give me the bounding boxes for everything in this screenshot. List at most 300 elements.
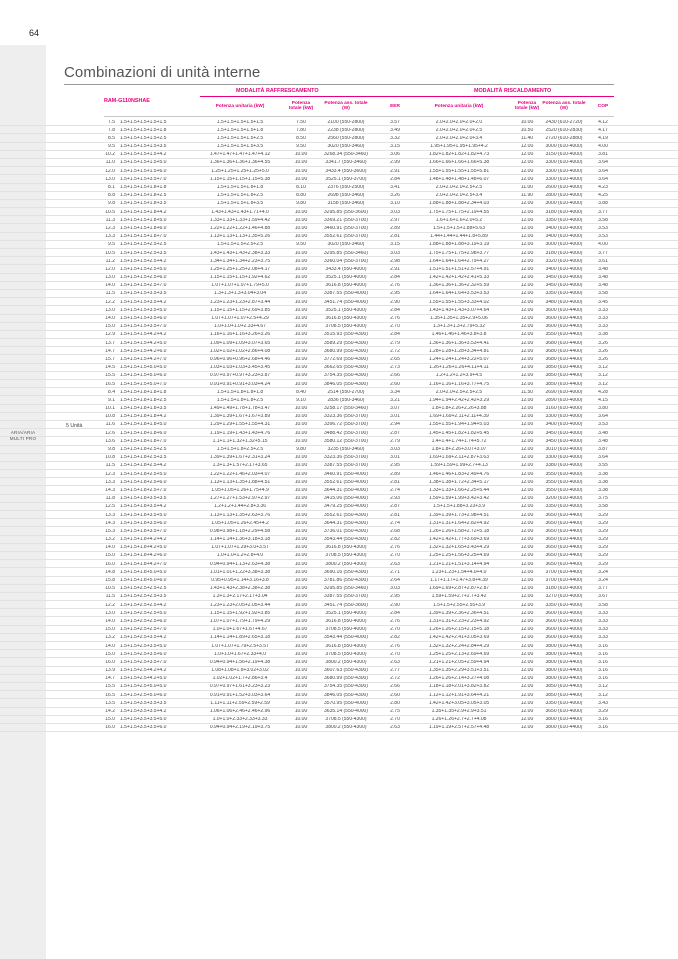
cell-eer: 3.15 [390,144,400,150]
cell-total-kw: 15.0 [105,717,115,723]
cell-combination: 1.5+1.5+1.8+1.8+4.2 [120,414,167,420]
cell-heat-total: 12.00 [520,201,534,207]
cell-cool-unit: 0.94+0.94+1.13+2.63+4.38 [209,561,271,567]
cell-heat-power: 3200 (610-4000) [545,496,583,502]
cell-combination: 1.5+1.5+3.5+3.5+6.0 [120,725,167,731]
cell-total-kw: 16.5 [105,692,115,698]
cell-cool-unit: 1.0+1.0+1.67+1.67+4.67 [212,627,268,633]
table-row [0,454,678,462]
table-row [0,315,678,323]
cell-cool-total: 10.00 [294,537,308,543]
cell-heat-power: 3550 (610-4000) [545,487,583,493]
cell-heat-power: 3550 (610-4400) [545,332,583,338]
cell-cool-unit: 1.22+1.22+1.46+2.03+4.07 [209,471,271,477]
cell-heat-power: 3850 (610-4400) [545,684,583,690]
cell-cool-unit: 1.0+1.0+1.0+2.33+4.67 [214,324,266,330]
cell-cool-total: 10.00 [294,659,308,665]
cell-combination: 1.5+1.5+1.8+2.5+5.0 [120,471,167,477]
table-row [0,282,678,290]
cell-cool-total: 10.00 [294,512,308,518]
cell-combination: 1.5+1.5+2.5+2.5+4.2 [120,602,167,608]
cell-heat-total: 12.00 [520,422,534,428]
cell-cool-power: 2376 (550-2500) [327,185,365,190]
cell-combination: 1.5+1.5+1.5+1.8+6.0 [120,225,167,231]
cell-cool-power: 3020 (550-3460) [327,242,365,248]
cell-eer: 2.60 [390,381,400,387]
cell-cop: 3.48 [598,266,608,272]
cell-heat-power: 3850 (610-4400) [545,373,583,379]
cell-cool-unit: 1.5+1.5+1.8+1.8+2.5 [216,397,264,403]
table-row [0,159,678,167]
cell-combination: 1.5+1.5+1.5+4.2+4.2 [120,332,167,338]
cell-cool-total: 9.10 [296,397,306,403]
cell-cool-unit: 1.39+1.39+1.67+1.67+3.89 [209,414,271,420]
cell-cool-total: 10.00 [294,406,308,412]
cell-heat-power: 3180 (610-4000) [545,209,583,215]
cell-cool-power: 3644.31 (550-4000) [324,487,368,493]
cell-cop: 3.77 [598,586,608,592]
cell-cool-total: 10.00 [294,217,308,223]
cell-heat-total: 12.00 [520,438,534,444]
table-row [0,143,678,151]
cell-eer: 2.80 [390,700,400,706]
cell-cop: 3.33 [598,316,608,321]
cell-cool-power: 3589.29 (550-4300) [324,340,368,346]
cell-combination: 1.5+1.5+1.5+1.8+3.5 [120,201,167,207]
cell-eer: 2.64 [390,578,400,583]
cell-cool-power: 3846.05 (550-4300) [324,381,368,387]
cell-total-kw: 13.0 [105,275,115,281]
cell-heat-power: 3850 (610-4400) [545,381,583,387]
table-row [0,560,678,568]
col-head-heat-power: Potenza ass. totale (W) [542,101,586,112]
cell-eer: 2.74 [390,487,400,493]
cell-eer: 2.79 [390,438,400,444]
cell-heat-total: 12.00 [520,365,534,371]
cell-heat-unit: 1.21+1.21+2.05+2.59+4.94 [428,659,490,665]
cell-cop: 3.58 [598,217,608,223]
cell-heat-unit: 2.0+2.0+2.0+2.0+2.5 [435,127,483,133]
cell-cop: 3.33 [598,324,608,330]
cell-heat-unit: 2.0+2.0+2.5+2.5+2.5 [435,389,483,395]
cell-eer: 2.63 [390,725,400,731]
cell-cool-power: 3295.85 (550-3460) [324,586,368,592]
cell-cool-unit: 1.15+1.15+1.15+1.92+4.62 [209,275,271,281]
cell-total-kw: 12.2 [105,299,115,305]
table-row [0,347,678,355]
cell-combination: 1.5+1.5+1.8+3.5+7.0 [120,528,167,534]
cell-cool-power: 3644.31 (550-4300) [324,520,368,526]
cell-cool-power: 3708.5 (550-4300) [325,553,367,559]
cell-combination: 1.5+1.5+1.5+4.2+6.0 [120,348,167,354]
cell-combination: 1.5+1.5+2.5+3.5+6.0 [120,651,167,657]
cell-total-kw: 11.2 [105,258,115,264]
cell-combination: 1.5+1.5+1.5+1.8+5.0 [120,217,167,223]
cell-heat-power: 3480 (610-4000) [545,299,583,305]
cell-total-kw: 14.0 [105,316,115,321]
cell-combination: 1.5+1.5+1.8+1.8+7.0 [120,438,167,444]
cell-heat-unit: 1.36+1.36+1.36+3.53+4.41 [428,340,490,346]
cell-cop: 3.29 [598,709,608,714]
cell-cop: 3.43 [598,700,608,706]
cell-cool-unit: 1.36+1.36+1.36+1.36+4.55 [209,160,271,166]
cell-combination: 1.5+1.5+1.8+1.8+2.5 [120,397,167,403]
cell-heat-total: 12.00 [520,455,534,461]
cell-cool-power: 3616.8 (550-4300) [325,316,367,321]
cell-eer: 3.03 [390,250,400,256]
cell-eer: 2.84 [390,307,400,313]
cell-heat-unit: 1.26+1.26+1.26+4.11+4.11 [429,365,489,371]
cell-heat-power: 3650 (610-4400) [545,553,583,559]
cell-heat-total: 12.00 [520,348,534,354]
cell-heat-power: 3000 (610-4000) [545,242,583,248]
cell-cool-unit: 1.05+1.05+1.26+1.75+4.9 [211,487,269,493]
cell-cool-unit: 1.29+1.29+1.55+1.55+4.31 [209,422,271,428]
header-divider [104,116,614,117]
cell-combination: 1.5+1.5+1.8+5.0+6.0 [120,578,167,583]
col-head-cool-power: Potenza ass. totale (W) [324,101,368,112]
cell-heat-power: 2600 (610-4000) [545,185,583,190]
cell-total-kw: 9.8 [108,201,115,207]
cell-cool-power: 3323.36 (550-3700) [324,414,368,420]
cell-cool-unit: 0.95+0.95+1.14+3.16+3.8 [211,578,269,583]
table-row [0,667,678,675]
table-row [0,134,678,142]
cell-cool-total: 10.00 [294,414,308,420]
cell-cool-total: 7.50 [296,119,306,125]
cell-heat-unit: 1.42+1.42+1.42+2.41+5.33 [428,275,490,281]
cell-heat-unit: 1.59+1.59+2.7+2.7+3.42 [431,594,487,600]
table-row [0,708,678,716]
cell-combination: 1.5+1.5+1.5+2.5+7.0 [120,283,167,289]
cell-cop: 3.38 [598,471,608,477]
cell-combination: 1.5+1.5+2.5+2.5+3.5 [120,594,167,600]
cell-heat-unit: 2.0+2.0+2.0+2.0+2.0 [435,119,483,125]
cell-total-kw: 13.7 [105,340,115,346]
cell-cop: 3.33 [598,627,608,633]
cell-heat-power: 3800 (610-4400) [545,725,583,731]
cell-heat-power: 3450 (610-4000) [545,430,583,436]
cell-heat-unit: 1.35+1.35+2.29+3.51+3.51 [428,668,490,674]
cell-cool-power: 3158 (550-3460) [327,201,365,207]
cell-cop: 3.64 [598,160,608,166]
table-row [0,405,678,413]
table-row [0,257,678,265]
cell-heat-power: 3400 (610-4000) [545,266,583,272]
cell-cool-unit: 1.15+1.15+1.15+1.15+5.38 [209,176,271,182]
cell-cool-power: 3387.55 (550-4000) [324,291,368,297]
cell-cop: 3.58 [598,291,608,297]
cell-total-kw: 12.9 [105,332,115,338]
cell-cop: 4.17 [598,127,608,133]
cell-cool-power: 3020 (550-3460) [327,144,365,150]
table-row [0,265,678,273]
cell-heat-unit: 1.39+1.39+1.73+2.98+4.51 [428,512,490,518]
cell-combination: 1.5+1.5+1.8+2.5+3.5 [120,455,167,461]
table-row [0,724,678,732]
cell-total-kw: 11.6 [105,422,115,428]
cell-cool-unit: 1.5+1.5+1.5+1.5+2.5 [216,135,264,141]
cell-heat-total: 12.00 [520,209,534,215]
cell-cool-unit: 1.06+1.06+2.46+2.46+2.96 [209,709,271,714]
cell-cool-total: 10.00 [294,496,308,502]
cell-cool-power: 3616.8 (550-4000) [325,283,367,289]
cell-cool-total: 9.80 [296,201,306,207]
cell-cop: 3.80 [598,406,608,412]
table-row [0,290,678,298]
cell-heat-unit: 1.23+1.23+1.54+4.0+4.0 [431,569,487,575]
table-row [0,380,678,388]
cell-cop: 3.16 [598,725,608,731]
cell-eer: 2.70 [390,717,400,723]
cell-eer: 3.15 [390,242,400,248]
cell-eer: 2.98 [390,258,400,264]
cell-eer: 2.82 [390,537,400,543]
cell-heat-power: 3350 (610-4000) [545,217,583,223]
cell-cop: 3.33 [598,307,608,313]
cell-heat-total: 12.00 [520,610,534,616]
cell-cool-unit: 1.27+1.27+1.53+2.97+2.97 [209,496,271,502]
cell-total-kw: 7.8 [108,127,115,133]
cell-cool-unit: 1.5+1.5+1.8+1.8+1.8 [216,389,264,395]
cell-cool-total: 10.00 [294,225,308,231]
cell-total-kw: 15.3 [105,528,115,534]
cell-heat-total: 12.00 [520,316,534,321]
cell-cool-power: 2698 (550-3460) [327,193,365,199]
cell-cop: 3.29 [598,512,608,518]
cell-total-kw: 9.8 [108,447,115,452]
cell-heat-total: 12.00 [520,324,534,330]
cell-heat-unit: 1.21+1.21+1.51+3.14+4.94 [428,561,490,567]
cell-cool-unit: 1.02+1.02+1.7+2.86+3.4 [212,676,268,682]
cell-cool-unit: 0.94+0.94+2.19+2.19+3.75 [209,725,271,731]
cell-cool-power: 3570.95 (550-4000) [324,700,368,706]
cell-heat-power: 3400 (610-4000) [545,422,583,428]
cell-cool-total: 10.00 [294,471,308,477]
cell-heat-total: 12.00 [520,487,534,493]
cell-eer: 3.57 [390,119,400,125]
cell-cop: 3.55 [598,463,608,469]
cell-cool-total: 8.40 [296,389,306,395]
cell-total-kw: 15.0 [105,324,115,330]
cell-total-kw: 13.0 [105,176,115,182]
cell-combination: 1.5+1.5+1.5+2.5+4.2 [120,258,167,264]
cell-heat-total: 12.00 [520,561,534,567]
cell-combination: 1.5+1.5+1.8+1.8+6.0 [120,430,167,436]
cell-cool-total: 10.00 [294,381,308,387]
cell-cool-unit: 1.19+1.19+1.43+1.43+4.76 [209,430,271,436]
cell-combination: 1.5+1.5+1.5+2.5+2.5 [120,242,167,248]
page-number: 64 [29,28,40,38]
col-head-cop: COP [597,104,609,109]
cell-eer: 2.93 [390,496,400,502]
cell-heat-total: 12.00 [520,463,534,469]
table-row [0,429,678,437]
cell-eer: 2.74 [390,520,400,526]
model-label: RAM-G110NSHAE [104,98,150,104]
cell-combination: 1.5+1.5+1.5+1.5+5.0 [120,160,167,166]
cell-cool-power: 3235 (550-3460) [327,447,365,452]
cell-heat-power: 3650 (610-4400) [545,561,583,567]
table-row [0,568,678,576]
table-row [0,118,678,126]
cell-cool-unit: 1.25+1.25+1.25+2.08+4.17 [209,266,271,272]
cell-cool-power: 3736.01 (550-4300) [324,528,368,534]
cell-cop: 3.67 [598,594,608,600]
cell-total-kw: 15.5 [105,684,115,690]
cell-combination: 1.5+1.5+1.5+1.5+6.0 [120,168,167,174]
cell-cool-unit: 1.3+1.3+1.3+3.04+3.04 [214,291,266,297]
cell-eer: 2.95 [390,463,400,469]
table-row [0,617,678,625]
cell-eer: 2.66 [390,373,400,379]
cell-cop: 3.53 [598,234,608,240]
cell-heat-unit: 1.32+1.32+2.24+2.84+4.29 [428,643,490,649]
cell-combination: 1.5+1.5+1.5+2.5+6.0 [120,275,167,281]
cell-combination: 1.5+1.5+1.5+1.8+1.8 [120,185,167,190]
cell-total-kw: 16.0 [105,659,115,665]
cell-cool-unit: 1.22+1.22+1.22+1.46+4.88 [209,225,271,231]
cell-heat-power: 3650 (610-4400) [545,512,583,518]
cell-eer: 2.90 [390,299,400,305]
cell-heat-total: 12.00 [520,258,534,264]
cell-cool-power: 3268.34 (550-3460) [324,152,368,158]
cell-cool-power: 3341.7 (550-3460) [325,160,367,166]
cell-heat-unit: 1.59+1.59+1.99+2.7+4.13 [430,463,488,469]
cell-combination: 1.5+1.5+1.8+3.5+5.0 [120,512,167,518]
cell-heat-total: 10.00 [520,119,534,125]
cell-total-kw: 14.2 [105,709,115,714]
cell-cop: 3.48 [598,283,608,289]
cell-cool-unit: 1.01+1.01+1.22+3.38+3.38 [209,569,271,575]
cell-cop: 3.61 [598,258,608,264]
group-header-heating: MODALITÀ RISCALDAMENTO [474,88,552,94]
cell-combination: 1.5+1.5+1.5+1.5+1.8 [120,127,167,133]
cell-heat-total: 12.00 [520,709,534,714]
cell-cool-power: 3479.25 (550-4000) [324,504,368,510]
cell-combination: 1.5+1.5+1.5+3.5+5.0 [120,307,167,313]
cell-cool-power: 3616.8 (550-4300) [325,643,367,649]
table-row [0,650,678,658]
cell-eer: 2.73 [390,365,400,371]
cell-heat-total: 12.00 [520,356,534,362]
cell-combination: 1.5+1.5+1.5+1.5+3.5 [120,144,167,150]
cell-cop: 3.16 [598,668,608,674]
cell-cop: 3.48 [598,438,608,444]
cell-heat-unit: 1.5+1.5+2.55+2.55+3.9 [433,602,485,608]
cell-total-kw: 16.0 [105,561,115,567]
cell-heat-power: 3650 (610-4400) [545,537,583,543]
cell-heat-power: 3550 (610-4000) [545,471,583,477]
cell-cool-unit: 1.15+1.15+1.92+1.92+3.85 [209,610,271,616]
cell-cop: 3.77 [598,250,608,256]
cell-heat-total: 12.00 [520,504,534,510]
cell-heat-unit: 1.17+1.17+1.47+3.8+4.39 [430,578,488,583]
table-row [0,200,678,208]
cell-total-kw: 9.5 [108,242,115,248]
cell-cool-power: 3708.5 (550-4300) [325,651,367,657]
table-row [0,184,678,192]
cell-cool-total: 10.00 [294,668,308,674]
column-headers [0,101,678,116]
cell-cool-total: 10.00 [294,569,308,575]
table-row [0,495,678,503]
cell-cool-power: 3433.4 (550-3600) [325,168,367,174]
cell-cool-unit: 1.15+1.15+1.15+2.69+3.85 [209,307,271,313]
cell-total-kw: 14.0 [105,283,115,289]
cell-heat-unit: 1.26+1.26+1.58+2.72+5.18 [428,528,490,534]
cell-cool-power: 3616.8 (550-4000) [325,618,367,624]
table-row [0,364,678,372]
cell-total-kw: 14.0 [105,545,115,551]
cell-heat-unit: 1.46+1.46+1.83+2.49+4.76 [428,471,490,477]
cell-total-kw: 10.8 [105,455,115,461]
cell-heat-total: 12.00 [520,635,534,641]
cell-heat-power: 2690 (610-4000) [545,389,583,395]
cell-cop: 3.53 [598,225,608,231]
cell-eer: 3.34 [390,389,400,395]
cell-cool-power: 3543.44 (550-4300) [324,537,368,543]
cell-heat-unit: 1.38+1.38+1.72+2.34+5.17 [428,479,490,485]
cell-cool-unit: 1.13+1.13+1.35+1.88+4.51 [209,479,271,485]
cell-cool-power: 3772.69 (550-4300) [324,356,368,362]
cell-heat-power: 3450 (610-4000) [545,283,583,289]
cell-total-kw: 12.0 [105,168,115,174]
cell-cool-unit: 1.33+1.33+1.33+1.59+4.42 [209,217,271,223]
cell-heat-unit: 1.45+1.45+1.82+1.82+5.45 [428,430,490,436]
cell-total-kw: 10.2 [105,152,115,158]
cell-cool-unit: 1.05+1.05+1.26+2.45+4.2 [211,520,269,526]
cell-cool-power: 3525.1 (550-4000) [325,275,367,281]
cell-eer: 2.68 [390,528,400,534]
cell-cool-unit: 1.07+1.07+1.07+2.5+4.29 [211,316,269,321]
cell-cop: 3.48 [598,275,608,281]
cell-eer: 2.72 [390,348,400,354]
cell-combination: 1.5+1.5+1.5+1.5+1.5 [120,119,167,125]
cell-eer: 2.60 [390,692,400,698]
cell-total-kw: 7.5 [108,119,115,125]
cell-total-kw: 8.1 [108,185,115,190]
cell-eer: 2.94 [390,422,400,428]
cell-heat-unit: 1.46+1.46+1.46+3.8+3.8 [431,332,487,338]
cell-cool-unit: 1.07+1.07+1.29+3.0+3.57 [211,545,269,551]
cell-cool-unit: 1.5+1.5+1.8+2.5+2.5 [216,447,264,452]
cell-cool-total: 10.00 [294,258,308,264]
cell-cool-unit: 1.5+1.5+1.5+1.5+1.8 [216,127,264,133]
table-row [0,527,678,535]
cell-cool-power: 3543.44 (550-4000) [324,635,368,641]
cell-cool-total: 10.00 [294,266,308,272]
cell-cool-total: 10.00 [294,709,308,714]
cell-heat-total: 12.00 [520,283,534,289]
cell-heat-power: 3600 (610-4000) [545,627,583,633]
cell-combination: 1.5+1.5+1.5+3.5+4.2 [120,299,167,305]
cell-eer: 2.71 [390,569,400,575]
cell-eer: 2.95 [390,594,400,600]
cell-cool-unit: 1.0+1.0+1.67+2.33+4.0 [214,651,266,657]
cell-combination: 1.5+1.5+1.8+4.2+5.0 [120,545,167,551]
cell-heat-power: 3800 (610-4400) [545,717,583,723]
cell-eer: 3.41 [390,185,400,190]
cell-cool-unit: 1.3+1.3+1.57+2.17+3.65 [212,463,268,469]
cell-cool-power: 3323.36 (550-3700) [324,455,368,461]
cell-cop: 3.29 [598,545,608,551]
cell-cool-unit: 1.09+1.09+1.09+3.07+3.65 [209,340,271,346]
cell-combination: 1.5+1.5+1.8+2.5+7.0 [120,487,167,493]
cell-cool-total: 10.00 [294,602,308,608]
cell-total-kw: 13.2 [105,537,115,543]
table-row [0,306,678,314]
